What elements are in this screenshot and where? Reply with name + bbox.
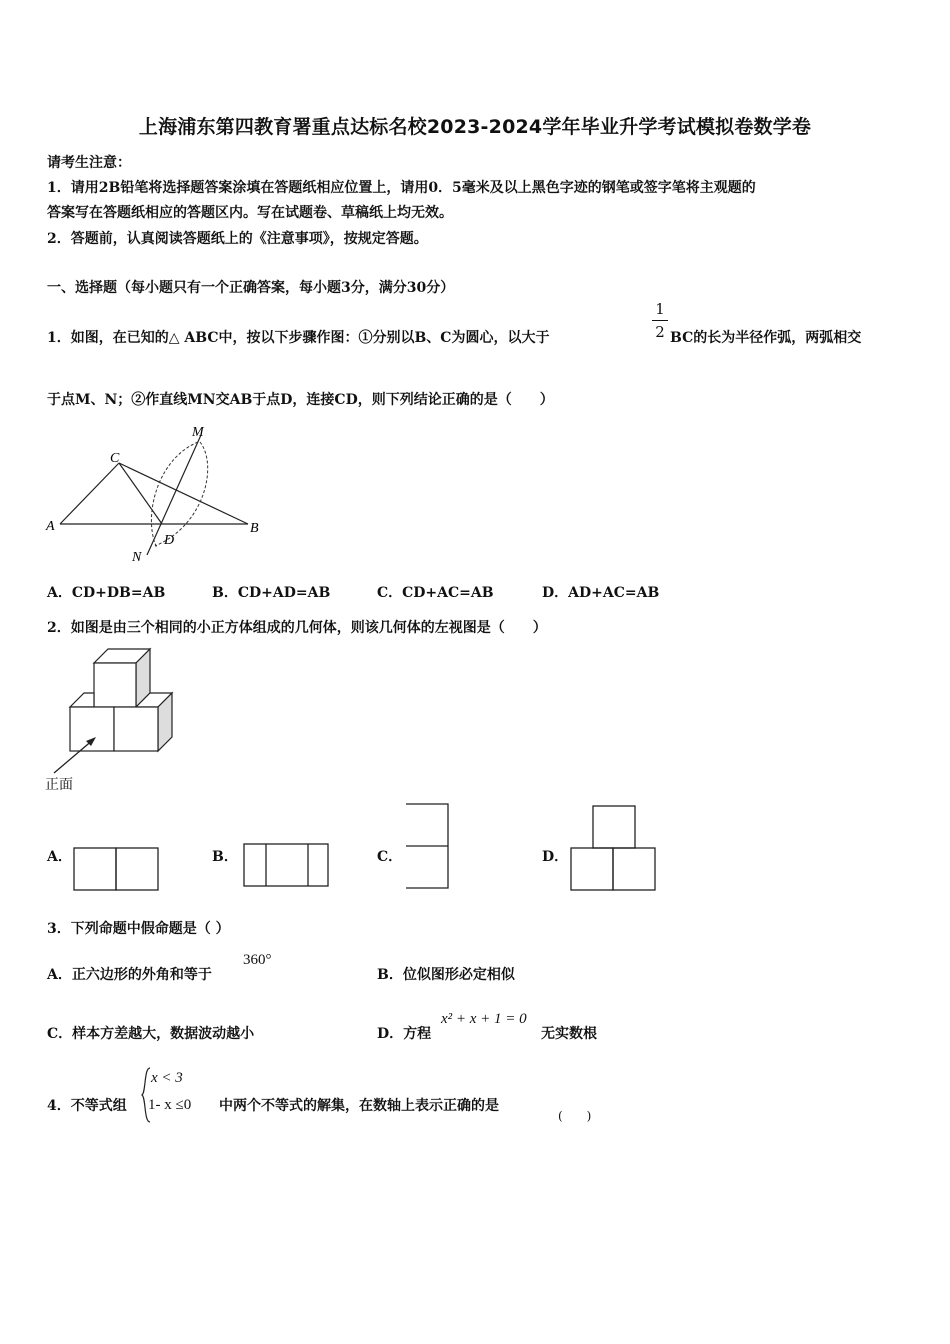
top-cube-front-face — [94, 663, 136, 707]
q3-stem: 3．下列命题中假命题是（ ） — [47, 921, 230, 937]
q1-stem-part1: 1．如图，在已知的△ ABC中，按以下步骤作图：①分别以B、C为圆心，以大于 — [47, 330, 550, 346]
label-b: B — [250, 521, 259, 536]
notice-line-1: 1．请用2B铅笔将选择题答案涂填在答题纸相应位置上，请用0．5毫米及以上黑色字迹的钢笔或签字笔将主观题的 — [47, 180, 756, 196]
rectangle — [244, 844, 328, 886]
q4-stem-pre: 4．不等式组 — [47, 1098, 127, 1114]
fraction-numerator: 1 — [655, 300, 665, 318]
label-d: D — [164, 533, 175, 548]
q1-triangle-figure — [40, 420, 270, 570]
notice-line-3: 2．答题前，认真阅读答题纸上的《注意事项》，按规定答题。 — [47, 231, 428, 247]
bottom-right-front-face — [114, 707, 158, 751]
q1-option-a[interactable]: A．CD+DB=AB — [47, 585, 166, 601]
bottom-left-front-face — [70, 707, 114, 751]
q2-stem: 2．如图是由三个相同的小正方体组成的几何体，则该几何体的左视图是（ ） — [47, 620, 547, 636]
q1-stem-line2: 于点M、N；②作直线MN交AB于点D，连接CD，则下列结论正确的是（ ） — [47, 392, 554, 408]
q1-fraction — [652, 300, 668, 341]
label-m: M — [192, 425, 204, 440]
bottom-left-top-face — [70, 693, 94, 707]
q4-inequality-1: x < 3 — [151, 1070, 183, 1086]
fraction-denominator: 2 — [655, 323, 665, 341]
q2-option-b-label[interactable]: B． — [212, 849, 238, 865]
section-heading: 一、选择题（每小题只有一个正确答案，每小题3分，满分30分） — [47, 280, 455, 296]
q2-option-c-figure[interactable] — [404, 802, 454, 892]
q2-option-d-figure[interactable] — [569, 804, 661, 894]
q3-option-b[interactable]: B．位似图形必定相似 — [377, 967, 515, 983]
notice-line-2: 答案写在答题纸相应的答题区内。写在试题卷、草稿纸上均无效。 — [47, 205, 453, 221]
q1-option-b[interactable]: B．CD+AD=AB — [212, 585, 331, 601]
q1-stem-part2: BC的长为半径作弧，两弧相交 — [670, 330, 862, 346]
page-title: 上海浦东第四教育署重点达标名校2023-2024学年毕业升学考试模拟卷数学卷 — [138, 116, 812, 138]
q2-cube-figure — [40, 645, 190, 795]
square — [571, 848, 613, 890]
segment-bc — [119, 463, 248, 524]
q2-option-d-label[interactable]: D． — [542, 849, 569, 865]
q2-option-a-label[interactable]: A． — [47, 849, 72, 865]
q4-stem-post: 中两个不等式的解集，在数轴上表示正确的是 — [219, 1098, 499, 1114]
q3-option-d[interactable]: D．方程 — [377, 1026, 432, 1042]
notice-heading: 请考生注意： — [47, 155, 131, 171]
q1-option-c[interactable]: C．CD+AC=AB — [377, 585, 494, 601]
label-n: N — [132, 550, 142, 565]
square — [613, 848, 655, 890]
fraction-bar — [652, 320, 668, 321]
q3-option-d-math: x² + x + 1 = 0 — [441, 1011, 527, 1027]
square — [593, 806, 635, 848]
q4-inequality-2: 1- x ≤0 — [148, 1097, 192, 1113]
q2-option-c-label[interactable]: C． — [377, 849, 403, 865]
q3-option-a-math: 360° — [243, 952, 272, 968]
arc-right — [155, 442, 208, 546]
front-label: 正面 — [45, 777, 73, 793]
q3-option-d-post: 无实数根 — [541, 1026, 597, 1042]
q3-option-a[interactable]: A．正六边形的外角和等于 — [47, 967, 212, 983]
q2-option-a-figure[interactable] — [72, 846, 162, 892]
square — [74, 848, 116, 890]
label-c: C — [110, 451, 120, 466]
segment-ac — [60, 463, 119, 524]
label-a: A — [46, 519, 55, 534]
q1-option-d[interactable]: D．AD+AC=AB — [542, 585, 660, 601]
q4-blank: ( ) — [558, 1109, 592, 1123]
square — [116, 848, 158, 890]
q2-option-b-figure[interactable] — [242, 842, 332, 888]
segment-cd — [119, 463, 162, 524]
q3-option-c[interactable]: C．样本方差越大，数据波动越小 — [47, 1026, 255, 1042]
